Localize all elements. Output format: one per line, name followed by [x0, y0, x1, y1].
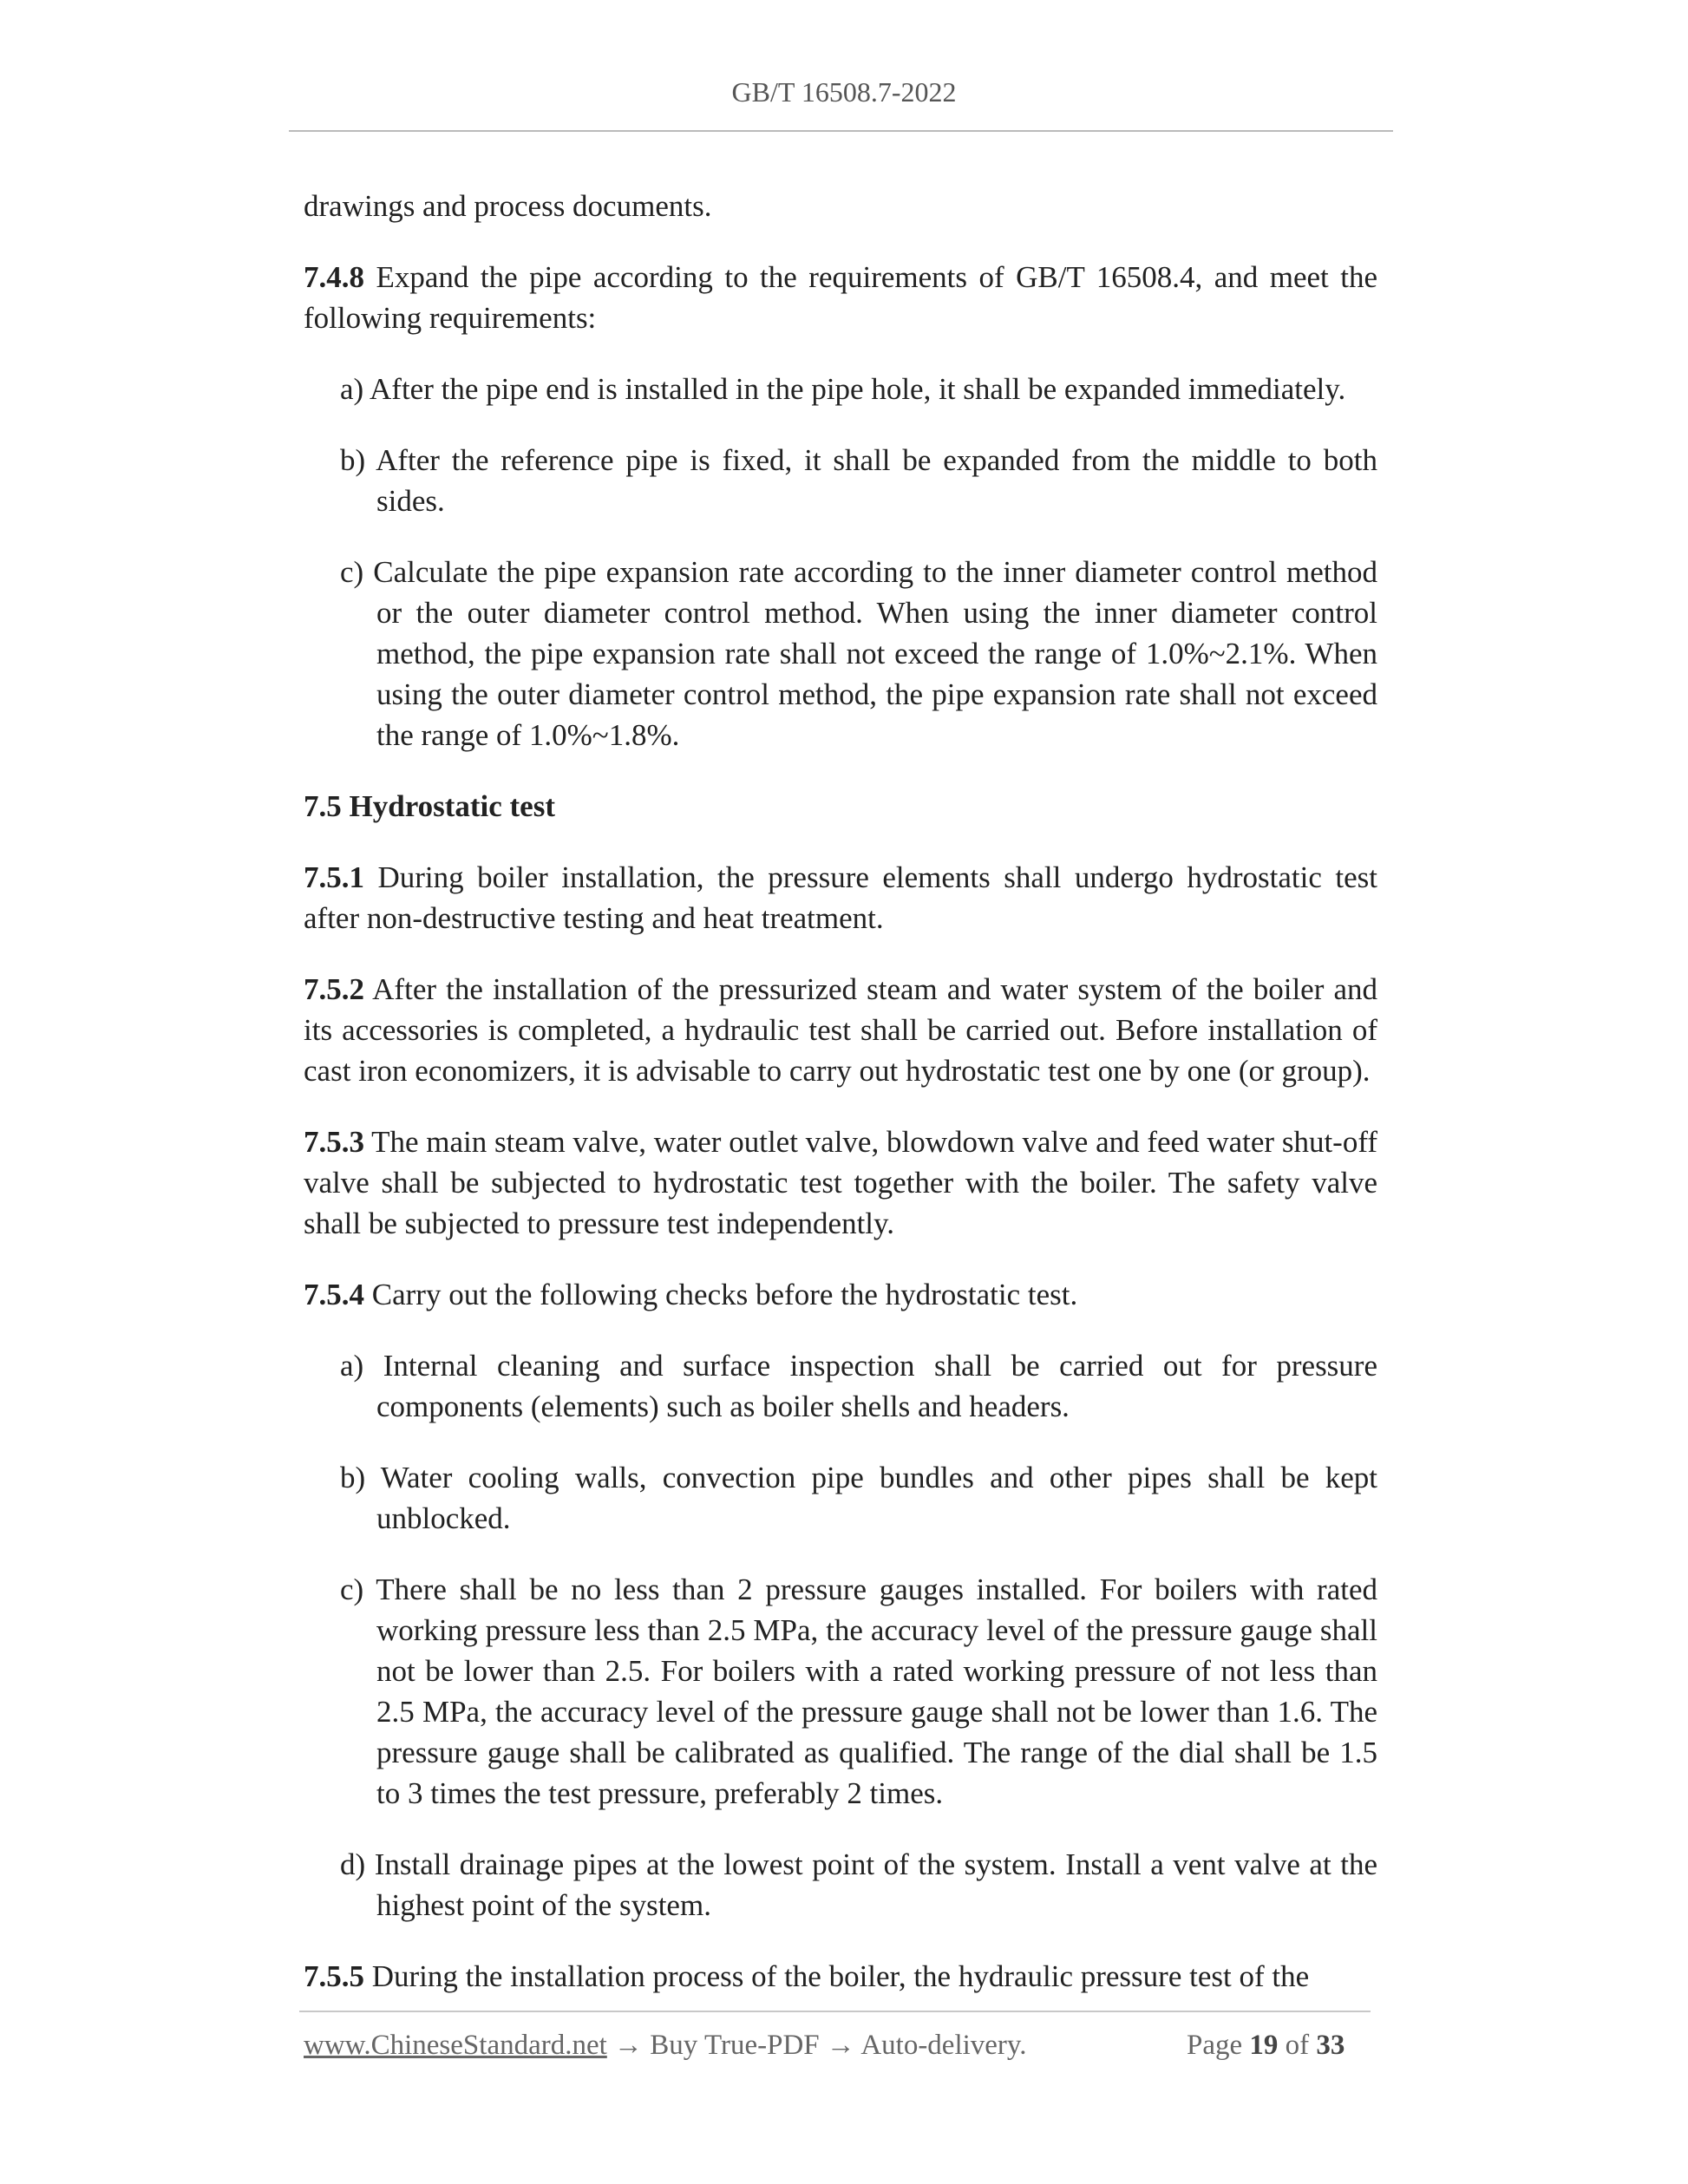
clause-number: 7.4.8	[304, 260, 364, 294]
footer-divider	[299, 2011, 1371, 2012]
page-number: 19	[1249, 2030, 1279, 2061]
clause-text: Carry out the following checks before the hydrostatic test.	[364, 1278, 1078, 1311]
list-item: a) After the pipe end is installed in the pipe hole, it shall be expanded immediately.	[340, 372, 1346, 406]
list-item: c) Calculate the pipe expansion rate according to the inner diameter control method or the outer diameter control method. When using the inner diameter control method, the pipe expansion rate shall not exceed the range of 1.0%~2.1%. When using the outer diameter control method, the pipe expansion rate shall not exceed the range of 1.0%~1.8%.	[340, 555, 1377, 752]
header-divider	[289, 130, 1393, 132]
section-heading-7-5	[304, 786, 1377, 827]
clause-number: 7.5.4	[304, 1278, 364, 1311]
clause-text: During the installation process of the boiler, the hydraulic pressure test of the	[364, 1959, 1310, 1993]
website-link[interactable]: www.ChineseStandard.net	[304, 2030, 607, 2061]
clause-number: 7.5.3	[304, 1125, 364, 1159]
clause-7-5-1	[304, 857, 1377, 938]
clause-7-4-8	[304, 257, 1377, 338]
page-indicator	[1187, 2030, 1345, 2062]
clause-text: Expand the pipe according to the requirements of GB/T 16508.4, and meet the following requirements:	[304, 260, 1377, 335]
section-heading-text: 7.5 Hydrostatic test	[304, 789, 555, 823]
clause-7-5-4	[304, 1274, 1377, 1315]
clause-7-5-2	[304, 969, 1377, 1091]
arrow-right-icon: →	[826, 2030, 855, 2061]
page-label: Page	[1187, 2030, 1243, 2061]
arrow-right-icon: →	[614, 2030, 644, 2061]
list-item: a) Internal cleaning and surface inspection shall be carried out for pressure components (elements) such as boiler shells and headers.	[340, 1349, 1377, 1423]
clause-text: The main steam valve, water outlet valve, blowdown valve and feed water shut-off valve shall be subjected to hydrostatic test together with the boiler. The safety valve shall be subjected to pressure test independently.	[304, 1125, 1377, 1240]
auto-delivery-text: Auto-delivery.	[860, 2030, 1027, 2061]
clause-number: 7.5.5	[304, 1959, 364, 1993]
list-item: b) Water cooling walls, convection pipe bundles and other pipes shall be kept unblocked.	[340, 1461, 1377, 1535]
list-item: c) There shall be no less than 2 pressure gauges installed. For boilers with rated working pressure less than 2.5 MPa, the accuracy level of the pressure gauge shall not be lower than 2.5. For boilers with a rated working pressure of not less than 2.5 MPa, the accuracy level of the pressure gauge shall not be lower than 1.6. The pressure gauge shall be calibrated as qualified. The range of the dial shall be 1.5 to 3 times the test pressure, preferably 2 times.	[340, 1573, 1377, 1810]
buy-pdf-text: Buy True-PDF	[650, 2030, 820, 2061]
clause-text: During boiler installation, the pressure elements shall undergo hydrostatic test after non-destructive testing and heat treatment.	[304, 860, 1377, 935]
list-item: b) After the reference pipe is fixed, it shall be expanded from the middle to both sides.	[340, 443, 1377, 518]
clause-number: 7.5.2	[304, 972, 364, 1006]
page-total: 33	[1316, 2030, 1345, 2061]
clause-7-5-3	[304, 1121, 1377, 1244]
clause-text: After the installation of the pressurized steam and water system of the boiler and its accessories is completed, a hydraulic test shall be carried out. Before installation of cast iron economizers, it is advisable to carry out hydrostatic test one by one (or group).	[304, 972, 1377, 1088]
paragraph-continuation: drawings and process documents.	[304, 189, 712, 223]
page-header: GB/T 16508.7-2022	[731, 76, 957, 108]
document-body	[304, 186, 1377, 2027]
list-item: d) Install drainage pipes at the lowest point of the system. Install a vent valve at the highest point of the system.	[340, 1847, 1377, 1922]
footer-promo	[304, 2030, 1027, 2062]
clause-7-5-5	[304, 1956, 1377, 1997]
of-label: of	[1285, 2030, 1310, 2061]
clause-number: 7.5.1	[304, 860, 364, 894]
